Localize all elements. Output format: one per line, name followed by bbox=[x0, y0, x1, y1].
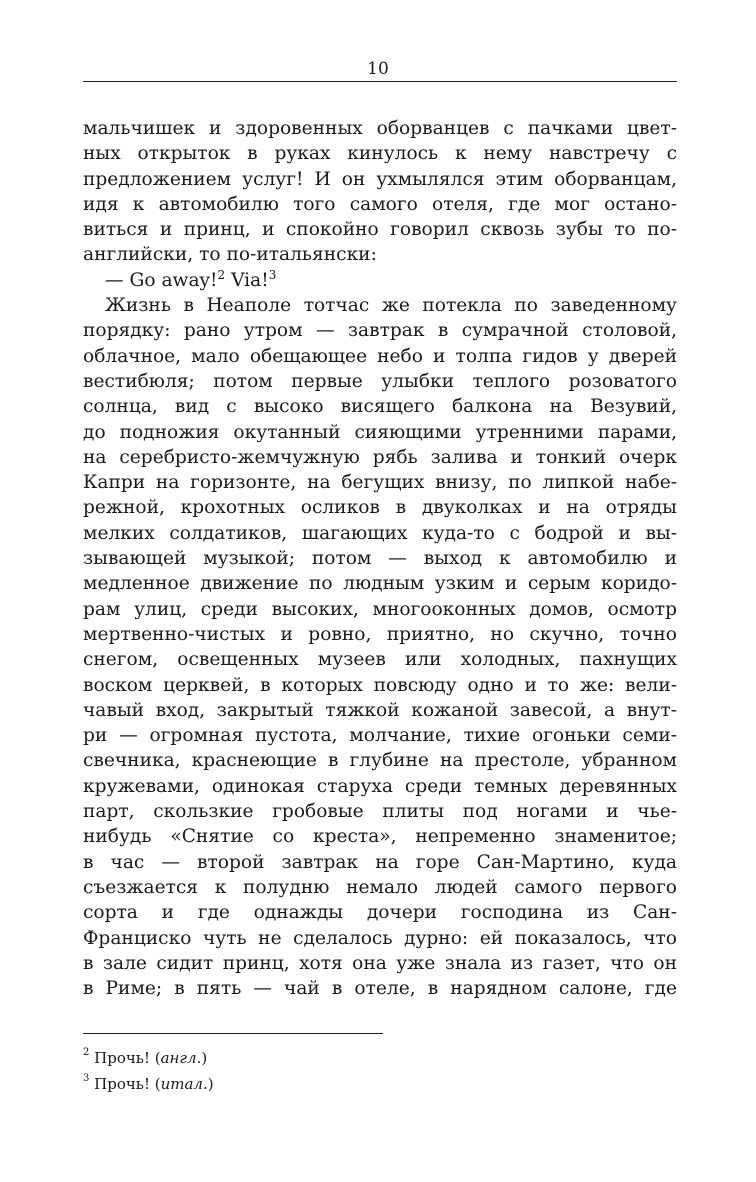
footnote-lang: итал. bbox=[160, 1075, 208, 1093]
text-line: английски, то по-итальянски: bbox=[83, 244, 377, 266]
footnote-ref-2: 2 bbox=[217, 267, 226, 282]
footnote-3 bbox=[83, 1071, 677, 1097]
text-line: медленное движение по людным узким и серым коридо- bbox=[83, 573, 677, 595]
text-line: чавый вход, закрытый тяжкой кожаной завесой, а внут- bbox=[83, 699, 677, 721]
text-line: кружевами, одинокая старуха среди темных деревянных bbox=[83, 775, 677, 797]
footnote-marker: 3 bbox=[83, 1073, 90, 1084]
dialogue-prefix: — Go away! bbox=[105, 269, 218, 291]
text-line: виться и принц, и спокойно говорил сквозь зубы то по- bbox=[83, 219, 677, 241]
text-line: мертвенно-чистых и ровно, приятно, но скучно, точно bbox=[83, 623, 677, 645]
footnote-marker: 2 bbox=[83, 1047, 90, 1058]
text-line: Франциско чуть не сделалось дурно: ей показалось, что bbox=[83, 927, 677, 949]
text-line: вестибюля; потом первые улыбки теплого розоватого bbox=[83, 370, 677, 392]
footnote-close: ) bbox=[207, 1075, 214, 1093]
text-line: солнца, вид с высоко висящего балкона на Везувий, bbox=[83, 396, 677, 418]
text-line: порядку: рано утром — завтрак в сумрачной столовой, bbox=[83, 320, 677, 342]
text-line: режной, крохотных осликов в двуколках и на отряды bbox=[83, 497, 677, 519]
text-line: мальчишек и здоровенных оборванцев с пачками цвет- bbox=[83, 118, 677, 139]
footnote-text: Прочь! ( bbox=[94, 1075, 161, 1093]
page-number: 10 bbox=[367, 59, 389, 79]
dialogue-line bbox=[83, 268, 677, 293]
text-line: в зале сидит принц, хотя она уже знала из газет, что он bbox=[83, 952, 677, 974]
text-line: свечника, краснеющие в глубине на престоле, убранном bbox=[83, 750, 677, 772]
text-line: ных открыток в руках кинулось к нему навстречу с bbox=[83, 143, 677, 165]
body-text bbox=[83, 116, 677, 1001]
footnotes bbox=[83, 1045, 677, 1097]
text-line: зывающей музыкой; потом — выход к автомобилю и bbox=[83, 548, 677, 570]
text-line: в Риме; в пять — чай в отеле, в нарядном салоне, где bbox=[83, 978, 677, 1000]
text-line: до подножия окутанный сияющими утренними парами, bbox=[83, 421, 677, 443]
text-line: идя к автомобилю того самого отеля, где мог остано- bbox=[83, 193, 677, 215]
text-line: рам улиц, среди высоких, многооконных домов, осмотр bbox=[83, 598, 677, 620]
text-line: в час — второй завтрак на горе Сан-Мартино, куда bbox=[83, 851, 677, 873]
text-line: облачное, мало обещающее небо и толпа гидов у дверей bbox=[83, 345, 677, 367]
footnote-ref-3: 3 bbox=[268, 267, 277, 282]
dialogue-middle: Via! bbox=[225, 269, 269, 291]
footnote-rule bbox=[83, 1033, 383, 1034]
text-line: ри — огромная пустота, молчание, тихие огоньки семи- bbox=[83, 725, 677, 747]
footnote-close: ) bbox=[201, 1049, 208, 1067]
text-line: на серебристо-жемчужную рябь залива и тонкий очерк bbox=[83, 446, 677, 468]
text-line: предложением услуг! И он ухмылялся этим оборванцам, bbox=[83, 168, 677, 190]
text-line: нибудь «Снятие со креста», непременно знаменитое; bbox=[83, 826, 677, 848]
footnote-2 bbox=[83, 1045, 677, 1071]
text-line: мелких солдатиков, шагающих куда-то с бодрой и вы- bbox=[83, 522, 677, 544]
text-line: парт, скользкие гробовые плиты под ногами и чье- bbox=[83, 801, 677, 823]
footnote-lang: англ. bbox=[160, 1049, 202, 1067]
footnote-text: Прочь! ( bbox=[94, 1049, 161, 1067]
text-line: Капри на горизонте, на бегущих внизу, по липкой набе- bbox=[83, 472, 677, 494]
header-rule bbox=[83, 81, 677, 82]
text-line: воском церквей, в которых повсюду одно и то же: вели- bbox=[83, 674, 677, 696]
text-line: снегом, освещенных музеев или холодных, пахнущих bbox=[83, 649, 677, 671]
text-line: Жизнь в Неаполе тотчас же потекла по заведенному bbox=[105, 295, 677, 317]
text-line: съезжается к полудню немало людей самого первого bbox=[83, 876, 677, 898]
text-line: сорта и где однажды дочери господина из Сан- bbox=[83, 902, 677, 924]
